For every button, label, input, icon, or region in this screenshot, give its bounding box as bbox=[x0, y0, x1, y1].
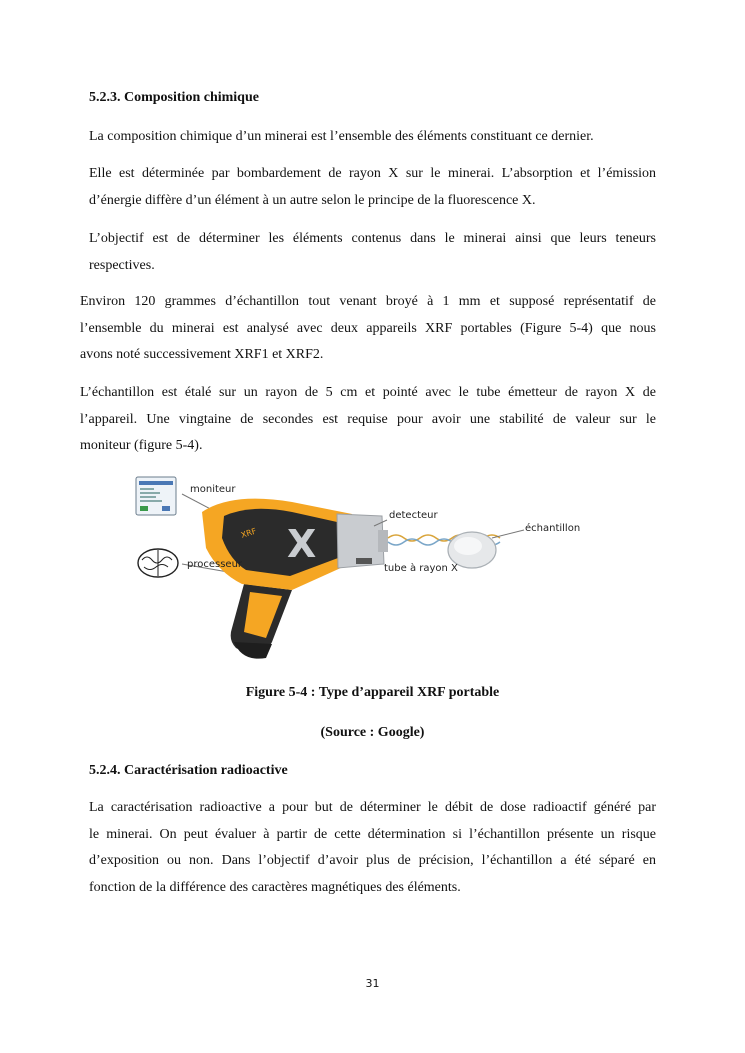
paragraph-line: d’énergie diffère d’un élément à un autre selon le principe de la fluorescence X. bbox=[89, 192, 536, 208]
section-heading-524: 5.2.4. Caractérisation radioactive bbox=[89, 763, 288, 778]
figure-source: (Source : Google) bbox=[320, 725, 425, 740]
device-x-mark: X bbox=[287, 522, 317, 566]
xrf-device-figure bbox=[132, 472, 592, 664]
sample-disc-highlight bbox=[454, 537, 482, 555]
label-tube: tube à rayon X bbox=[384, 563, 458, 574]
label-detecteur: detecteur bbox=[389, 510, 438, 521]
figure-caption: Figure 5-4 : Type d’appareil XRF portable bbox=[245, 685, 500, 700]
paragraph-line: fonction de la différence des caractères magnétiques des éléments. bbox=[89, 879, 461, 895]
paragraph-line: La caractérisation radioactive a pour but de déterminer le débit de dose radioactif généré par bbox=[89, 800, 656, 815]
paragraph-line: d’exposition ou non. Dans l’objectif d’avoir plus de précision, l’échantillon a été séparé en bbox=[89, 853, 656, 868]
paragraph-line: L’échantillon est étalé sur un rayon de 5 cm et pointé avec le tube émetteur de rayon X de bbox=[80, 385, 656, 400]
paragraph-line: moniteur (figure 5-4). bbox=[80, 438, 203, 453]
paragraph-line: L’objectif est de déterminer les éléments contenus dans le minerai ainsi que leurs teneurs bbox=[89, 231, 656, 246]
echantillon-pointer bbox=[492, 530, 524, 538]
paragraph-method bbox=[89, 161, 656, 214]
paragraph-line: Elle est déterminée par bombardement de rayon X sur le minerai. L’absorption et l’émission bbox=[89, 166, 656, 181]
processor-brain-icon bbox=[138, 549, 178, 577]
paragraph-line: avons noté successivement XRF1 et XRF2. bbox=[80, 347, 324, 362]
paragraph-line: Environ 120 grammes d’échantillon tout venant broyé à 1 mm et supposé représentatif de bbox=[80, 294, 656, 309]
device-brand-mark: XRF bbox=[239, 526, 258, 540]
paragraph-line: le minerai. On peut évaluer à partir de cette détermination si l’échantillon présente un risque bbox=[89, 826, 656, 842]
paragraph-line: l’appareil. Une vingtaine de secondes est requise pour avoir une stabilité de valeur sur le bbox=[80, 411, 656, 427]
paragraph-line: La composition chimique d’un minerai est l’ensemble des éléments constituant ce dernier. bbox=[89, 129, 594, 144]
page-number: 31 bbox=[365, 977, 380, 990]
label-processeur: processeur bbox=[187, 559, 243, 570]
section-heading-523: 5.2.3. Composition chimique bbox=[89, 90, 259, 105]
paragraph-radioactive bbox=[89, 795, 656, 901]
paragraph-objective bbox=[89, 226, 656, 279]
paragraph-sample bbox=[80, 289, 656, 369]
paragraph-line: respectives. bbox=[89, 257, 155, 273]
monitor-screen-icon bbox=[136, 477, 176, 515]
paragraph-line: l’ensemble du minerai est analysé avec deux appareils XRF portables (Figure 5-4) que nous bbox=[80, 320, 656, 336]
label-echantillon: échantillon bbox=[525, 523, 581, 534]
label-moniteur: moniteur bbox=[190, 484, 236, 495]
paragraph-measurement bbox=[80, 380, 656, 460]
paragraph-intro bbox=[89, 124, 656, 151]
